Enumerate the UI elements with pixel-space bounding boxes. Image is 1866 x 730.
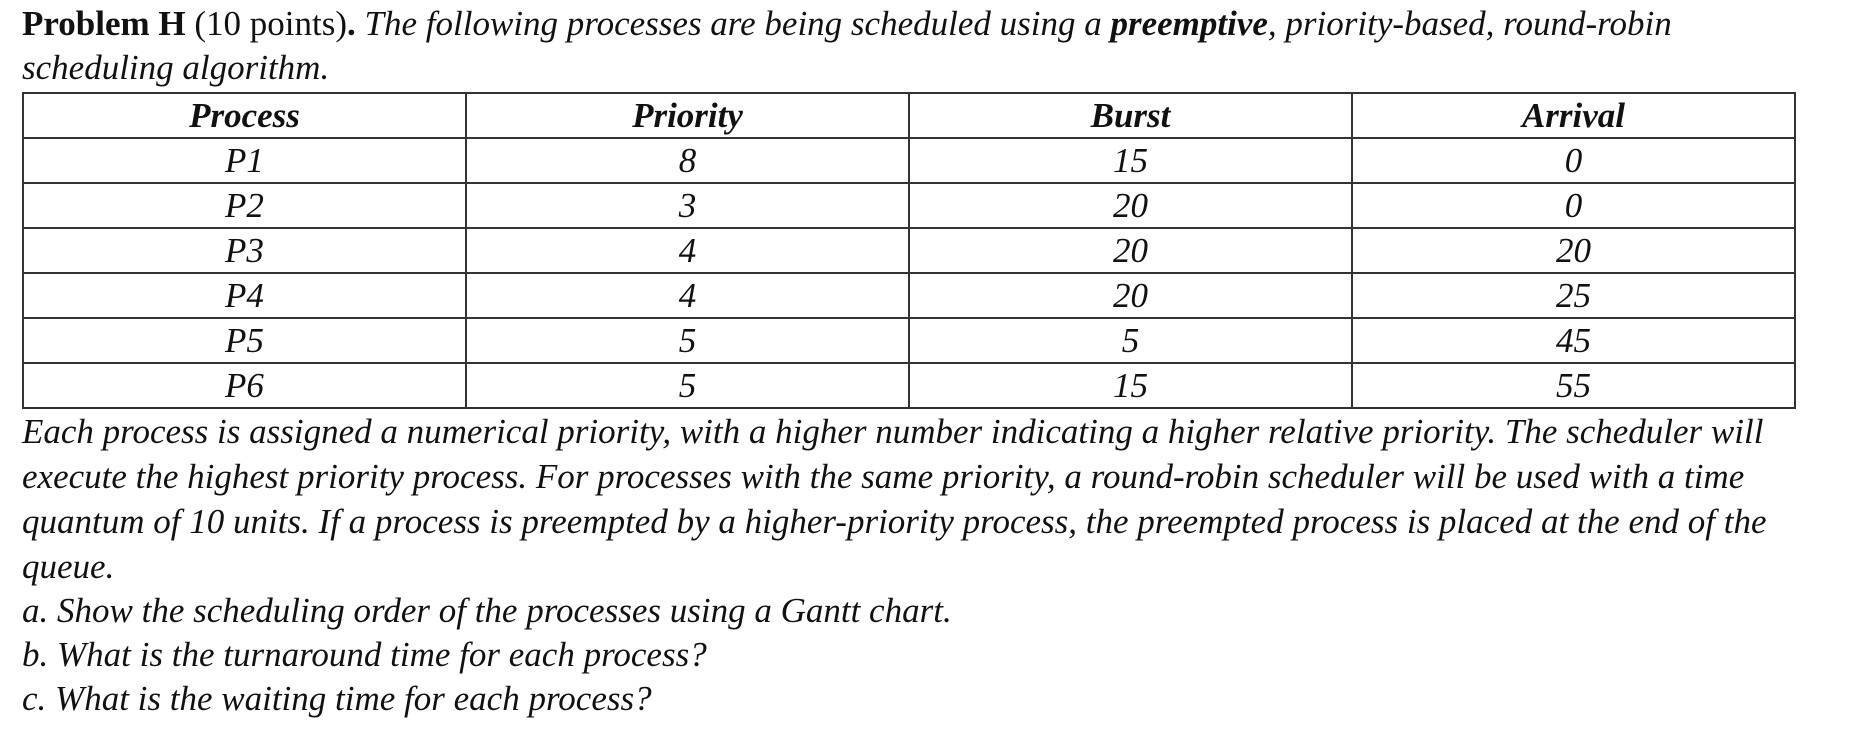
- header-process: Process: [23, 93, 466, 138]
- problem-intro-after: , priority-based, round-robin scheduling algorithm.: [22, 4, 1672, 87]
- problem-description: Each process is assigned a numerical priority, with a higher number indicating a higher relative priority. The scheduler will execute the highest priority process. For processes with the same priority, a round-robin scheduler will be used with a time quantum of 10 units. If a process is preempted by a higher-priority process, the preempted process is placed at the end of the queue.: [22, 412, 1767, 586]
- table-row: [23, 318, 1795, 363]
- cell-process: P6: [23, 363, 466, 408]
- cell-burst: 15: [909, 138, 1352, 183]
- cell-process: P4: [23, 273, 466, 318]
- problem-statement: [22, 2, 1822, 90]
- cell-arrival: 25: [1352, 273, 1795, 318]
- cell-burst: 5: [909, 318, 1352, 363]
- cell-arrival: 45: [1352, 318, 1795, 363]
- table-row: [23, 273, 1795, 318]
- question-b: b. What is the turnaround time for each process?: [22, 635, 707, 674]
- header-priority: Priority: [466, 93, 909, 138]
- cell-priority: 3: [466, 183, 909, 228]
- cell-arrival: 20: [1352, 228, 1795, 273]
- header-burst: Burst: [909, 93, 1352, 138]
- problem-period: .: [347, 4, 356, 43]
- cell-process: P1: [23, 138, 466, 183]
- cell-burst: 20: [909, 183, 1352, 228]
- cell-burst: 20: [909, 273, 1352, 318]
- cell-process: P3: [23, 228, 466, 273]
- cell-priority: 5: [466, 363, 909, 408]
- header-arrival: Arrival: [1352, 93, 1795, 138]
- cell-process: P5: [23, 318, 466, 363]
- table-row: [23, 183, 1795, 228]
- cell-priority: 5: [466, 318, 909, 363]
- question-a: a. Show the scheduling order of the processes using a Gantt chart.: [22, 591, 952, 630]
- table-row: [23, 363, 1795, 408]
- cell-priority: 4: [466, 273, 909, 318]
- cell-burst: 15: [909, 363, 1352, 408]
- cell-arrival: 0: [1352, 183, 1795, 228]
- cell-arrival: 0: [1352, 138, 1795, 183]
- cell-priority: 4: [466, 228, 909, 273]
- process-table: [22, 92, 1796, 409]
- problem-label: Problem H: [22, 4, 186, 43]
- cell-priority: 8: [466, 138, 909, 183]
- cell-burst: 20: [909, 228, 1352, 273]
- cell-process: P2: [23, 183, 466, 228]
- problem-intro-bold: preemptive: [1110, 4, 1268, 43]
- table-row: [23, 228, 1795, 273]
- cell-arrival: 55: [1352, 363, 1795, 408]
- question-c: c. What is the waiting time for each process?: [22, 679, 652, 718]
- problem-points: (10 points): [194, 4, 348, 43]
- table-header-row: [23, 93, 1795, 138]
- problem-intro-before: The following processes are being scheduled using a: [355, 4, 1111, 43]
- table-row: [23, 138, 1795, 183]
